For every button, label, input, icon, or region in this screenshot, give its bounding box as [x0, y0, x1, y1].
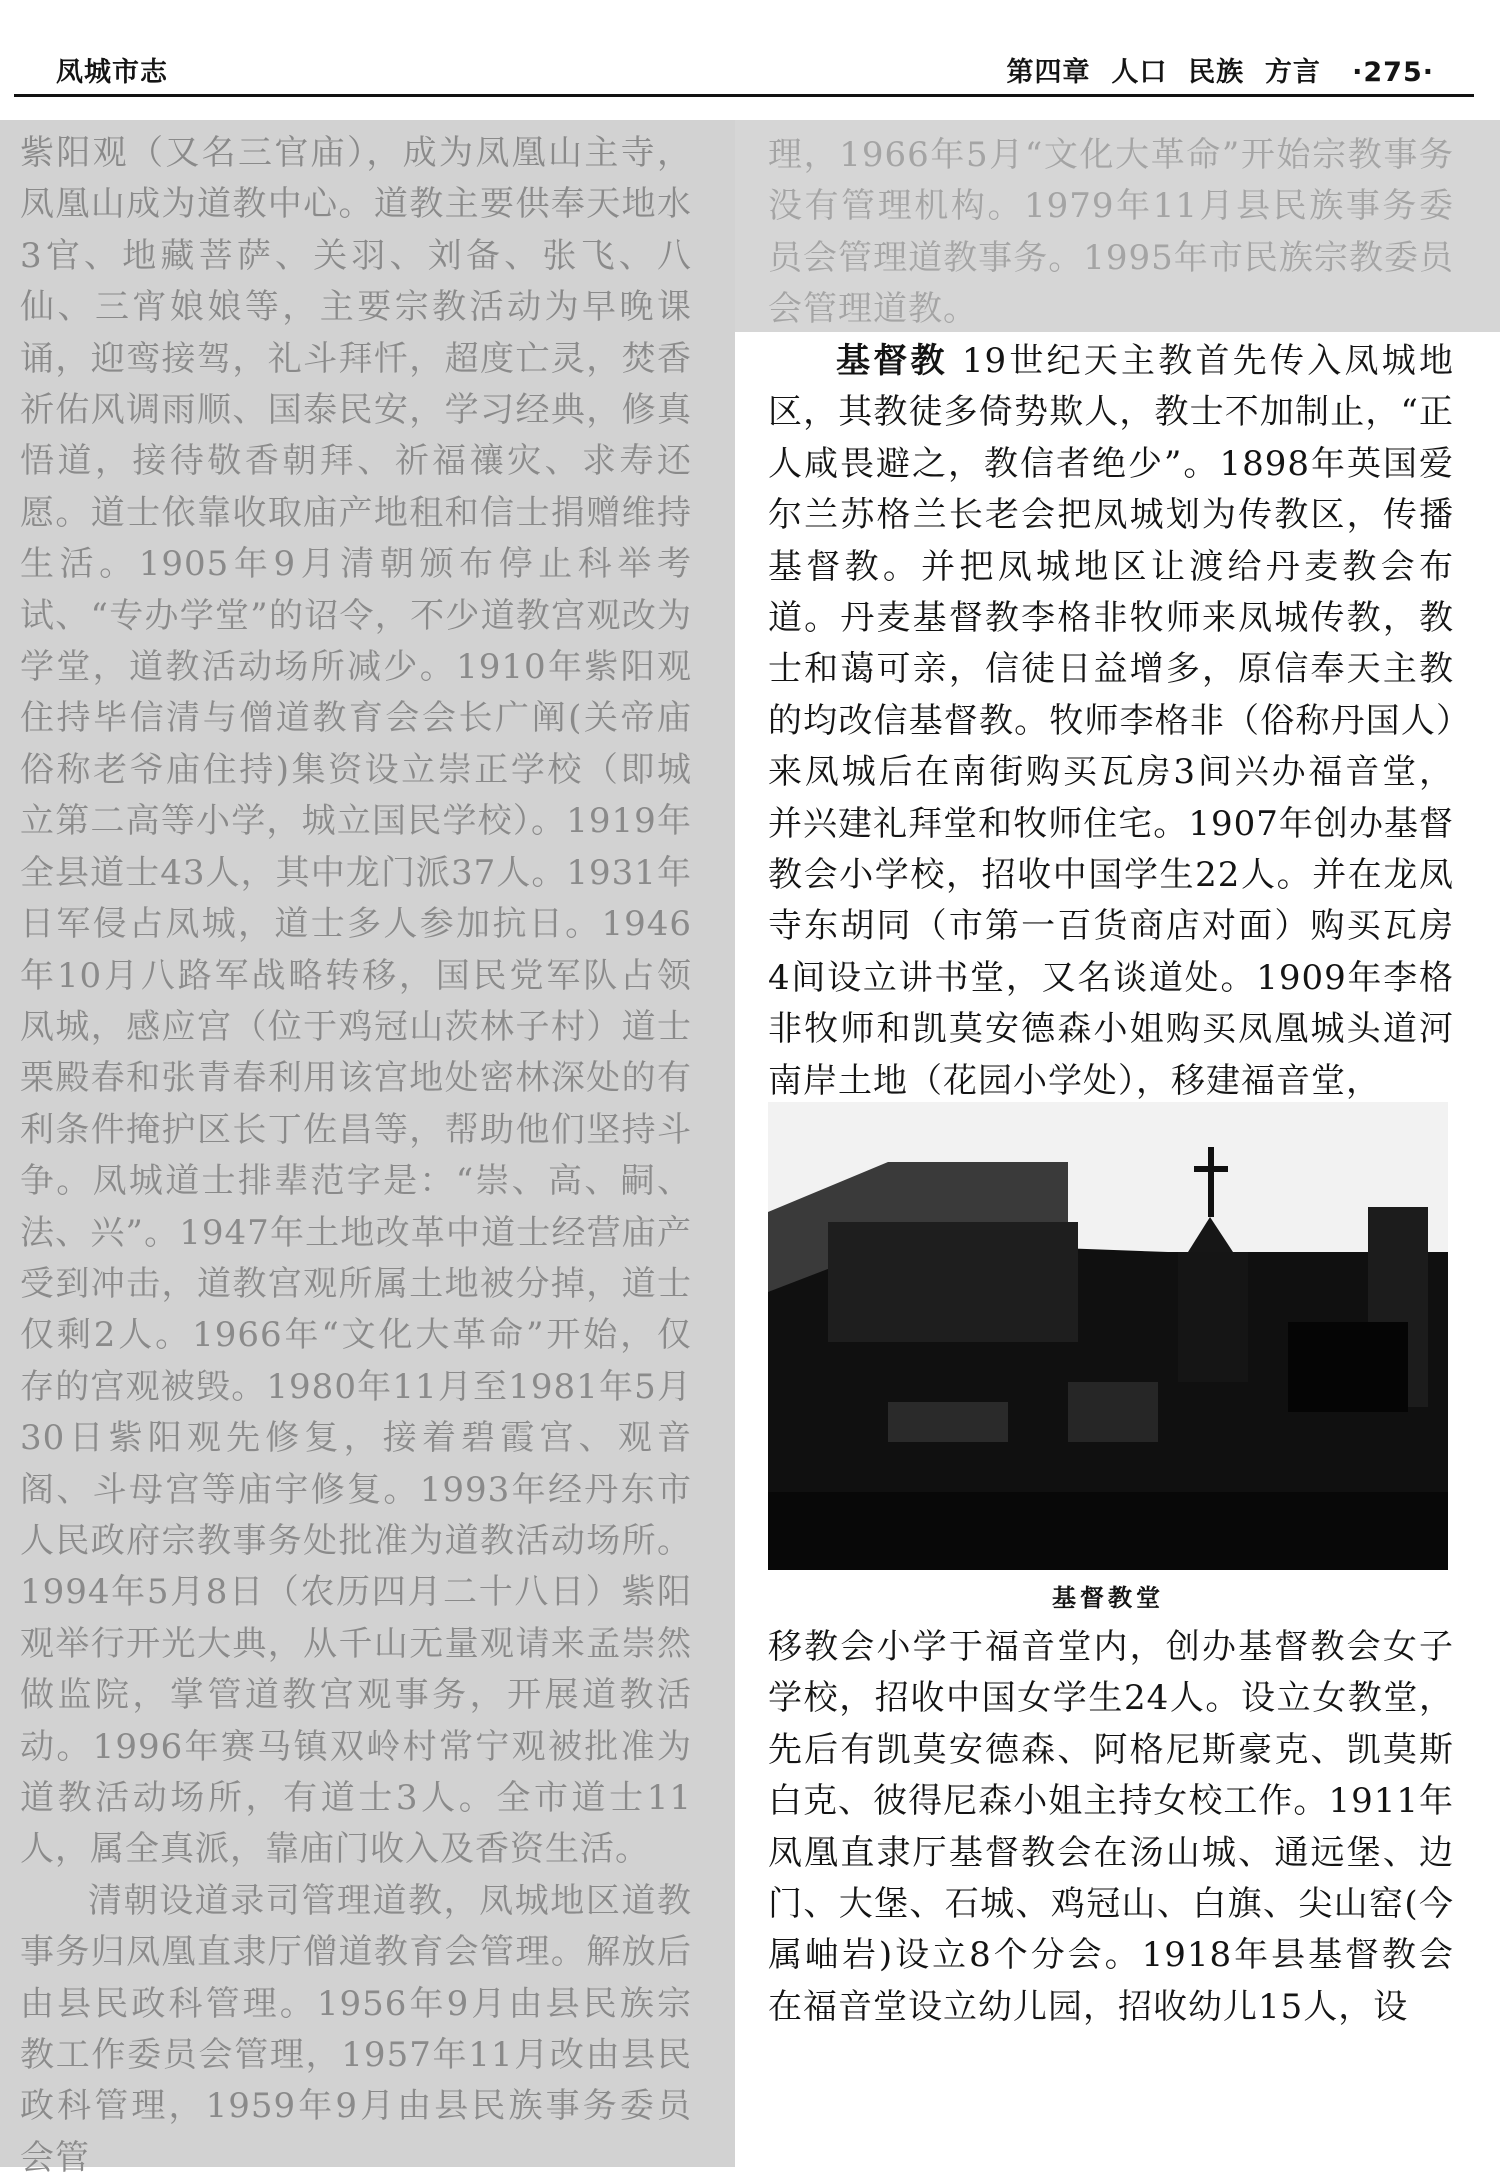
page-header	[14, 40, 1474, 100]
paragraph	[768, 336, 1454, 1107]
paragraph: 移教会小学于福音堂内，创办基督教会女子学校，招收中国女学生24人。设立女教堂，先后有凯莫安德森、阿格尼斯豪克、凯莫斯白克、彼得尼森小姐主持女校工作。1911年凤凰直隶厅基督教会在汤山城、通远堡、边门、大堡、石城、鸡冠山、白旗、尖山窑(今属岫岩)设立8个分会。1918年县基督教会在福音堂设立幼儿园，招收幼儿15人，设	[768, 1627, 1454, 2027]
section-text: 19世纪天主教首先传入凤城地区，其教徒多倚势欺人，教士不加制止，“正人咸畏避之，教信者绝少”。1898年英国爱尔兰苏格兰长老会把凤城划为传教区，传播基督教。并把凤城地区让渡给丹麦教会布道。丹麦基督教李格非牧师来凤城传教，教士和蔼可亲，信徒日益增多，原信奉天主教的均改信基督教。牧师李格非（俗称丹国人）来凤城后在南街购买瓦房3间兴办福音堂，并兴建礼拜堂和牧师住宅。1907年创办基督教会小学校，招收中国学生22人。并在龙凤寺东胡同（市第一百货商店对面）购买瓦房4间设立讲书堂，又名谈道处。1909年李格非牧师和凯莫安德森小姐购买凤凰城头道河南岸土地（花园小学处），移建福音堂，	[768, 341, 1455, 1101]
left-column	[20, 128, 692, 2184]
christianity-section	[768, 336, 1454, 1107]
paragraph: 紫阳观（又名三官庙），成为凤凰山主寺，凤凰山成为道教中心。道教主要供奉天地水3官、地藏菩萨、关羽、刘备、张飞、八仙、三宵娘娘等，主要宗教活动为早晚课诵，迎鸾接驾，礼斗拜忏，超度亡灵，焚香祈佑风调雨顺、国泰民安，学习经典，修真悟道，接待敬香朝拜、祈福禳灾、求寿还愿。道士依靠收取庙产地租和信士捐赠维持生活。1905年9月清朝颁布停止科举考试、“专办学堂”的诏令，不少道教宫观改为学堂，道教活动场所减少。1910年紫阳观住持毕信清与僧道教育会会长广阐(关帝庙俗称老爷庙住持)集资设立崇正学校（即城立第二高等小学，城立国民学校）。1919年全县道士43人，其中龙门派37人。1931年日军侵占凤城，道士多人参加抗日。1946年10月八路军战略转移，国民党军队占领凤城，感应宫（位于鸡冠山茨林子村）道士栗殿春和张青春利用该宫地处密林深处的有利条件掩护区长丁佐昌等，帮助他们坚持斗争。凤城道士排辈范字是：“崇、高、嗣、法、兴”。1947年土地改革中道士经营庙产受到冲击，道教宫观所属土地被分掉，道士仅剩2人。1966年“文化大革命”开始，仅存的宫观被毁。1980年11月至1981年5月30日紫阳观先修复，接着碧霞宫、观音阁、斗母宫等庙宇修复。1993年经丹东市人民政府宗教事务处批准为道教活动场所。1994年5月8日（农历四月二十八日）紫阳观举行开光大典，从千山无量观请来孟崇然做监院，掌管道教宫观事务，开展道教活动。1996年赛马镇双岭村常宁观被批准为道教活动场所，有道士3人。全市道士11人，属全真派，靠庙门收入及香资生活。	[20, 133, 692, 1870]
church-photo	[768, 1102, 1448, 1570]
right-column-bottom	[768, 1622, 1454, 2033]
photo-caption: 基督教堂	[1052, 1583, 1164, 1612]
page-number: ·275·	[1352, 57, 1434, 88]
header-rule	[14, 94, 1474, 97]
paragraph: 清朝设道录司管理道教，凤城地区道教事务归凤凰直隶厅僧道教育会管理。解放后由县民政科管理。1956年9月由县民族宗教工作委员会管理，1957年11月改由县民政科管理，1959年9月由县民族事务委员会管	[20, 1880, 692, 2178]
church-photo-image	[768, 1102, 1448, 1570]
section-term: 基督教	[836, 341, 948, 381]
running-head	[1007, 50, 1434, 89]
paragraph: 理，1966年5月“文化大革命”开始宗教事务没有管理机构。1979年11月县民族事务委员会管理道教事务。1995年市民族宗教委员会管理道教。	[768, 135, 1454, 330]
right-column-continuation	[768, 130, 1454, 336]
chapter-title: 第四章 人口 民族 方言	[1006, 57, 1321, 88]
book-title: 凤城市志	[56, 57, 168, 88]
